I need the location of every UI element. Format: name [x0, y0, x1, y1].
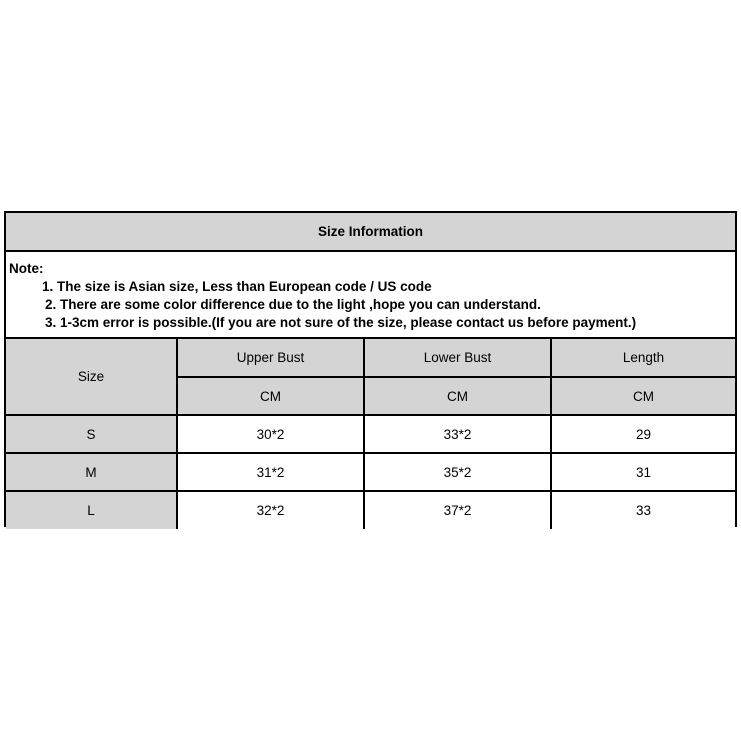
unit-cell: CM	[551, 377, 735, 415]
table-row	[6, 415, 735, 453]
table-row	[6, 491, 735, 529]
note-item: 2. There are some color difference due to the light ,hope you can understand.	[45, 297, 541, 312]
table-cell: 35*2	[364, 453, 551, 491]
table-cell: 33	[551, 491, 735, 529]
table-cell: 30*2	[177, 415, 364, 453]
column-header-lower-bust: Lower Bust	[364, 339, 551, 377]
table-cell: 37*2	[364, 491, 551, 529]
table-row	[6, 453, 735, 491]
size-info-title	[6, 213, 735, 252]
unit-cell: CM	[364, 377, 551, 415]
table-cell: 29	[551, 415, 735, 453]
table-cell: 31	[551, 453, 735, 491]
size-table	[6, 339, 735, 529]
note-label: Note:	[9, 261, 44, 276]
unit-cell: CM	[177, 377, 364, 415]
table-header-row	[6, 339, 735, 377]
notes-section	[6, 252, 735, 339]
size-label-cell: L	[6, 491, 177, 529]
column-header-upper-bust: Upper Bust	[177, 339, 364, 377]
size-label-cell: M	[6, 453, 177, 491]
table-cell: 33*2	[364, 415, 551, 453]
table-cell: 31*2	[177, 453, 364, 491]
size-header-cell: Size	[6, 339, 177, 415]
title-text: Size Information	[317, 224, 423, 239]
size-info-panel	[4, 211, 737, 527]
table-cell: 32*2	[177, 491, 364, 529]
note-item: 1. The size is Asian size, Less than European code / US code	[42, 279, 432, 294]
note-item: 3. 1-3cm error is possible.(If you are not sure of the size, please contact us before payment.)	[45, 315, 637, 330]
size-label-cell: S	[6, 415, 177, 453]
column-header-length: Length	[551, 339, 735, 377]
